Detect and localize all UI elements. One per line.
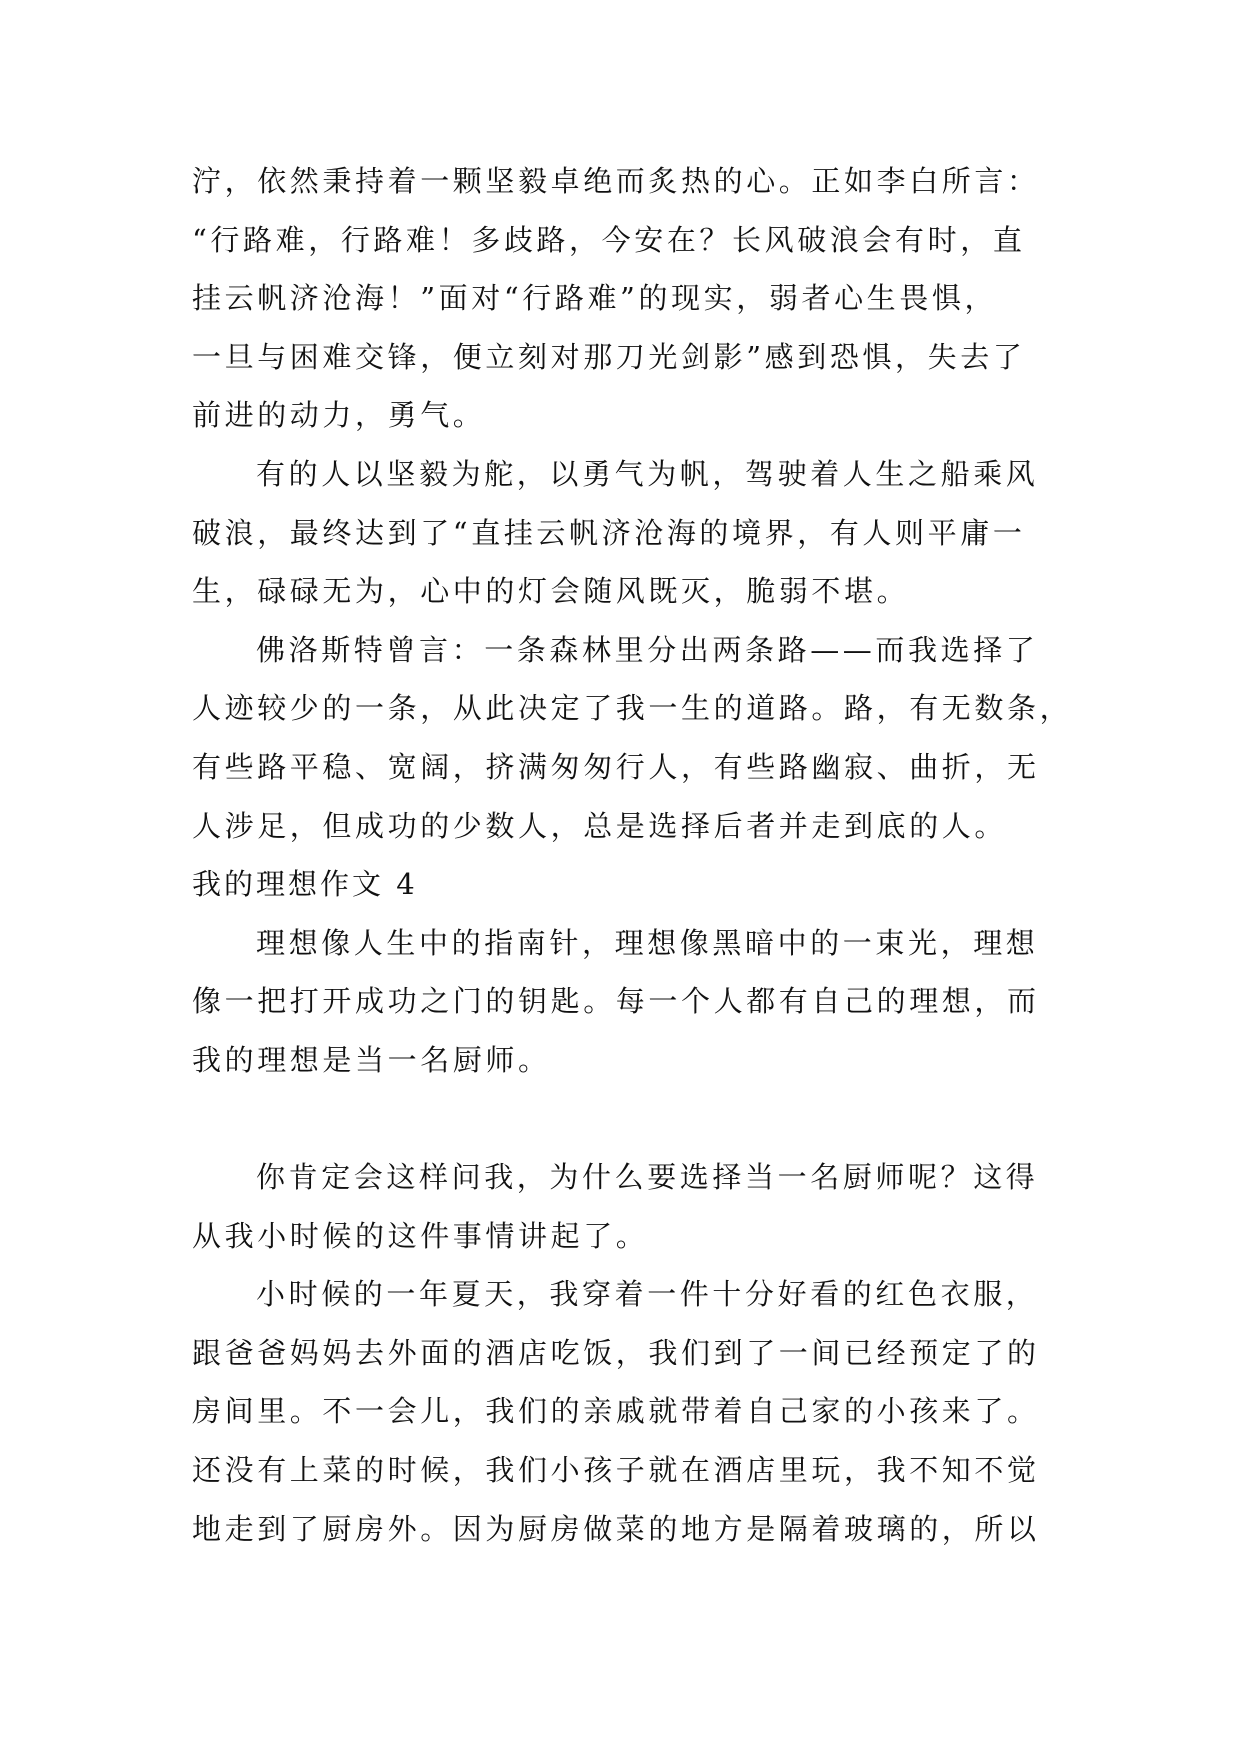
- text-line: “行路难，行路难！多歧路，今安在？长风破浪会有时，直: [192, 222, 1026, 257]
- paragraph-first-line: 有的人以坚毅为舵，以勇气为帆，驾驶着人生之船乘风: [256, 456, 1039, 491]
- text-line: 我的理想是当一名厨师。: [192, 1042, 551, 1077]
- text-line: 人涉足，但成功的少数人，总是选择后者并走到底的人。: [192, 808, 1008, 843]
- text-line: 挂云帆济沧海！”面对“行路难”的现实，弱者心生畏惧，: [192, 281, 998, 316]
- text-line: 破浪，最终达到了“直挂云帆济沧海的境界，有人则平庸一: [192, 515, 1026, 550]
- text-line: 生，碌碌无为，心中的灯会随风既灭，脆弱不堪。: [192, 574, 910, 609]
- paragraph-first-line: 佛洛斯特曾言：一条森林里分出两条路——而我选择了: [256, 632, 1039, 667]
- text-line: 房间里。不一会儿，我们的亲戚就带着自己家的小孩来了。: [192, 1394, 1040, 1429]
- text-line: 人迹较少的一条，从此决定了我一生的道路。路，有无数条，: [192, 691, 1073, 726]
- text-line: 泞，依然秉持着一颗坚毅卓绝而炙热的心。正如李白所言：: [192, 164, 1040, 198]
- text-line: 前进的动力，勇气。: [192, 398, 486, 433]
- text-line: 一旦与困难交锋，便立刻对那刀光剑影”感到恐惧，失去了: [192, 339, 1026, 374]
- text-line: 有些路平稳、宽阔，挤满匆匆行人，有些路幽寂、曲折，无: [192, 749, 1040, 784]
- paragraph-first-line: 你肯定会这样问我，为什么要选择当一名厨师呢？这得: [256, 1160, 1039, 1195]
- blank-line: [192, 1090, 1052, 1149]
- paragraph-first-line: 理想像人生中的指南针，理想像黑暗中的一束光，理想: [256, 925, 1039, 960]
- text-line: 地走到了厨房外。因为厨房做菜的地方是隔着玻璃的，所以: [192, 1511, 1040, 1546]
- section-heading: 我的理想作文 4: [192, 867, 418, 902]
- essay-body: [192, 152, 1073, 1558]
- text-line: 跟爸爸妈妈去外面的酒店吃饭，我们到了一间已经预定了的: [192, 1335, 1040, 1370]
- text-line: 像一把打开成功之门的钥匙。每一个人都有自己的理想，而: [192, 984, 1040, 1019]
- paragraph-first-line: 小时候的一年夏天，我穿着一件十分好看的红色衣服，: [256, 1277, 1039, 1312]
- text-line: 从我小时候的这件事情讲起了。: [192, 1218, 649, 1253]
- text-line: 还没有上菜的时候，我们小孩子就在酒店里玩，我不知不觉: [192, 1453, 1040, 1488]
